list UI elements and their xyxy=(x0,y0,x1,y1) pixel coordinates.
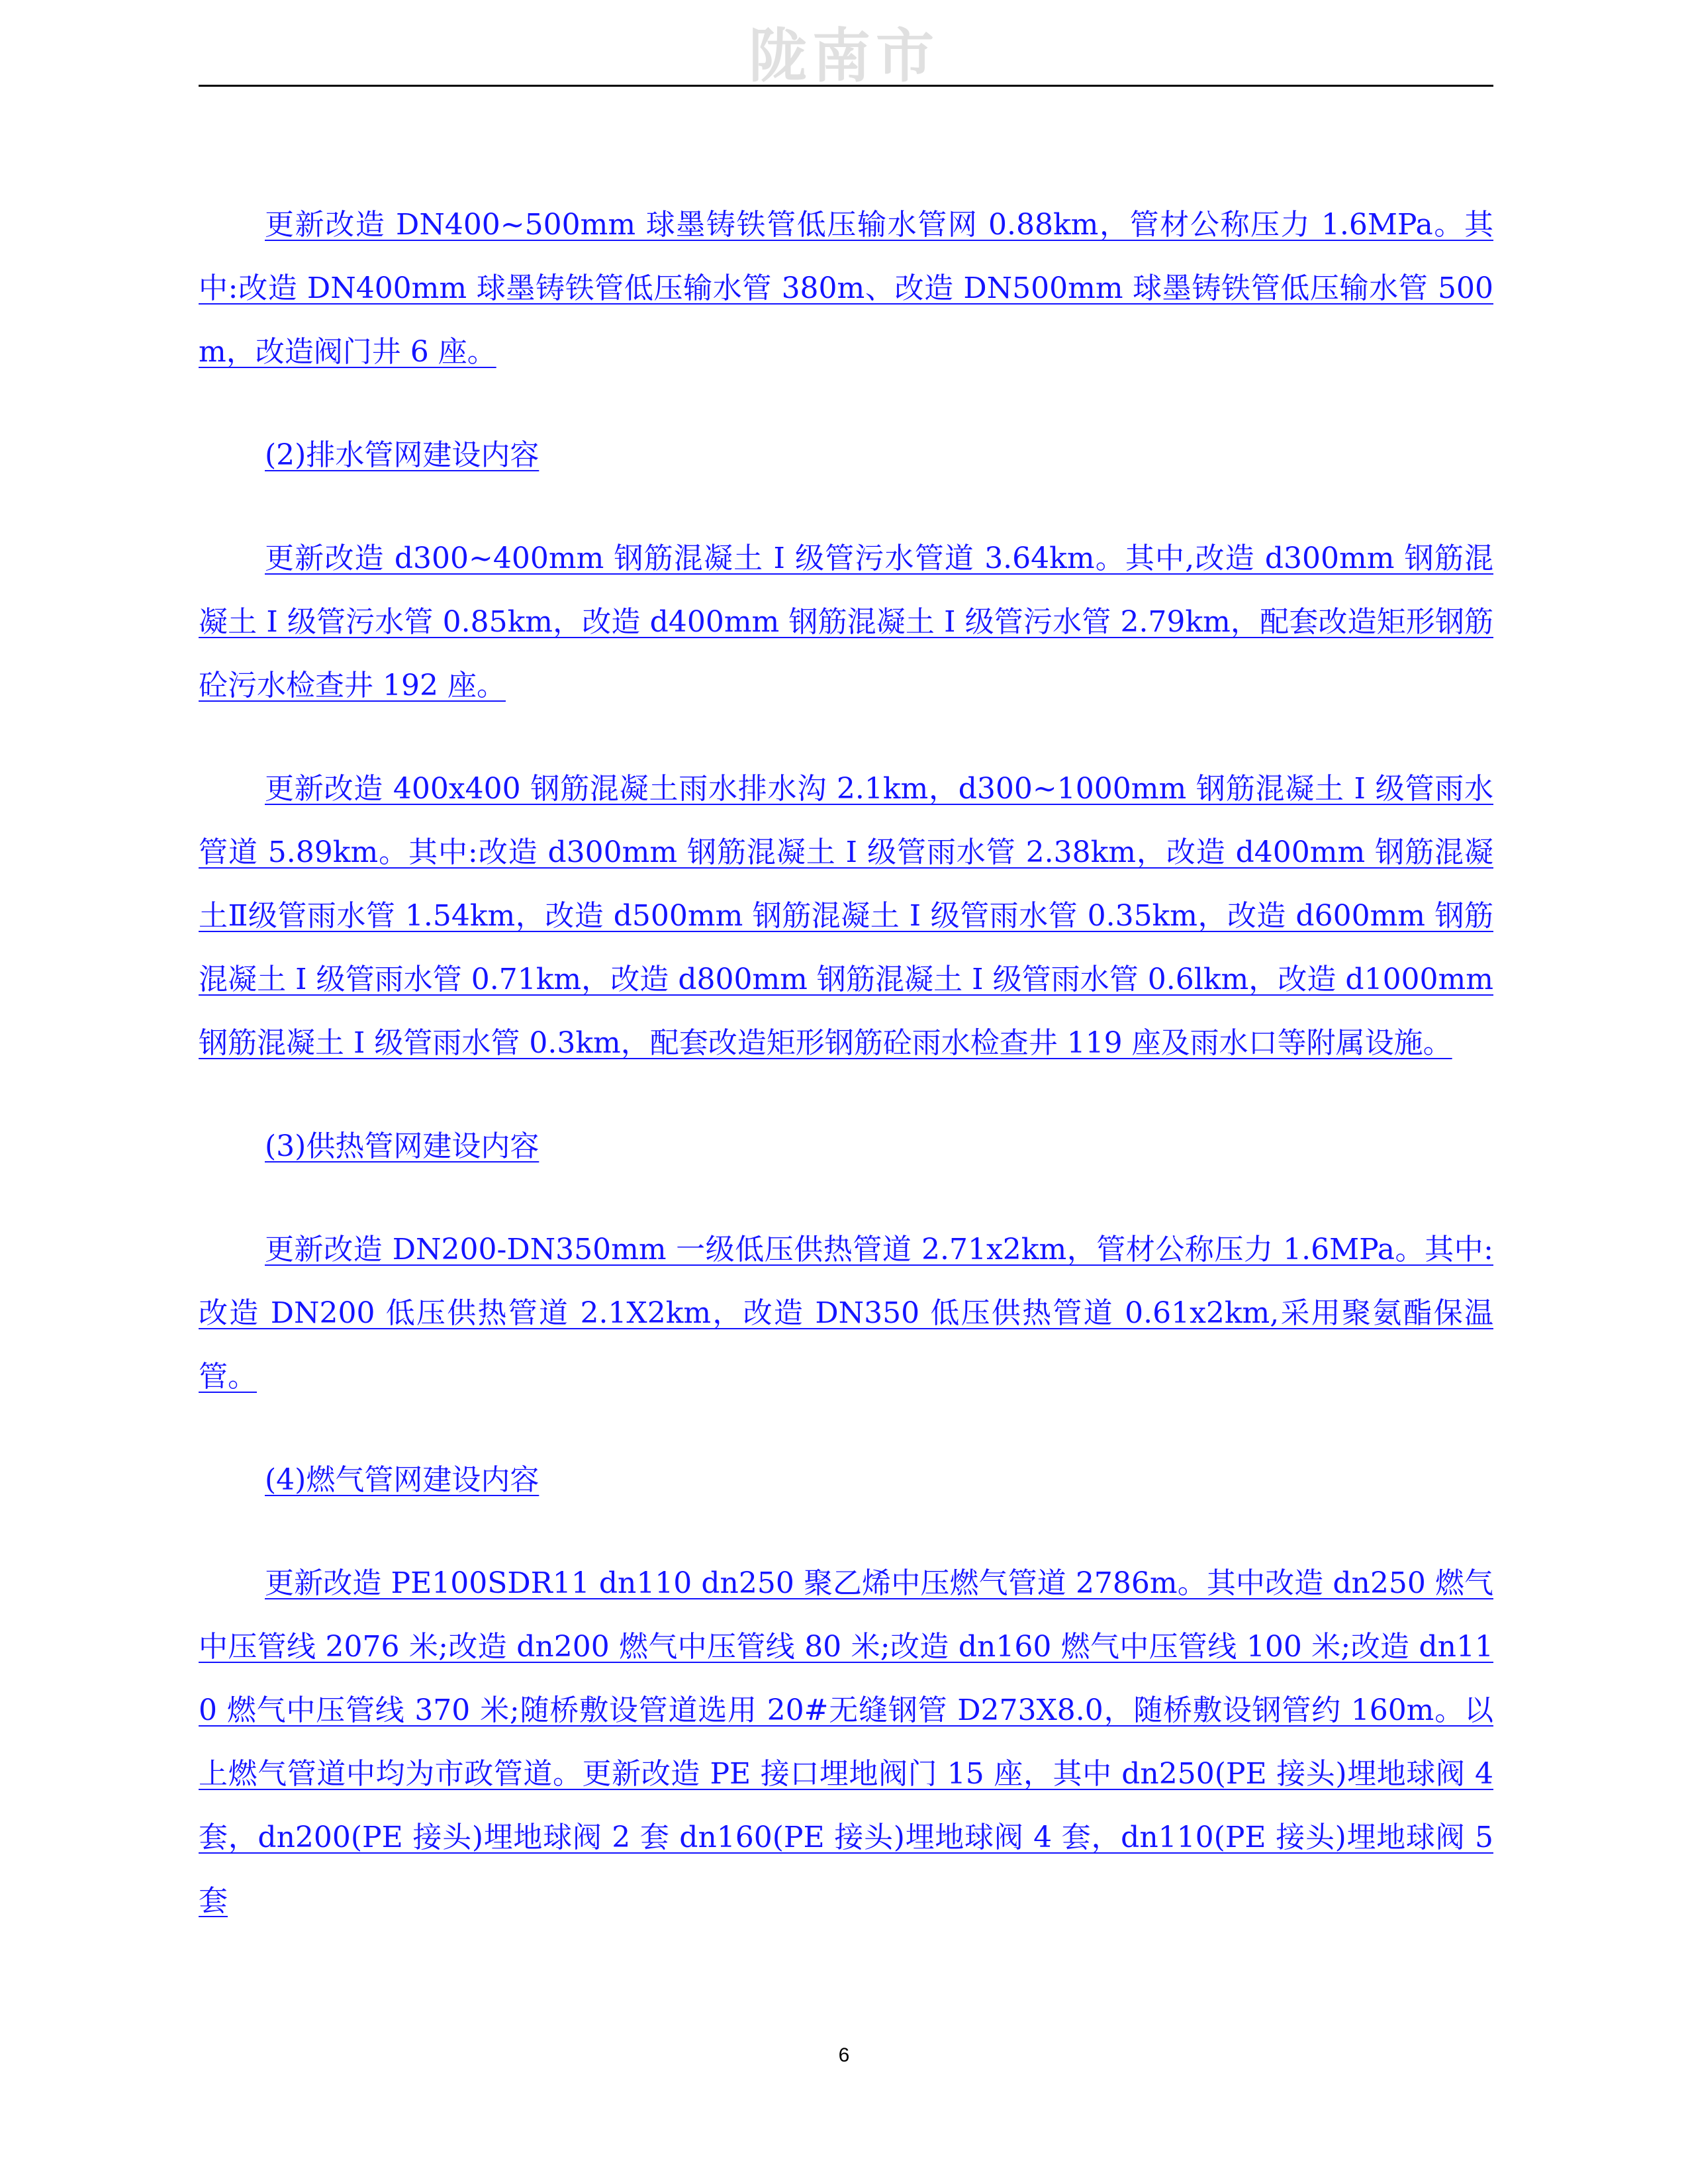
heading-text: (2)排水管网建设内容 xyxy=(265,438,539,472)
paragraph-text: 更新改造 DN200-DN350mm 一级低压供热管道 2.71x2km，管材公称压力 1.6MPa。其中:改造 DN200 低压供热管道 2.1X2km，改造 DN350 低压供热管道 0.61x2km,采用聚氨酯保温管。 xyxy=(199,1233,1493,1394)
header-divider xyxy=(199,85,1493,87)
paragraph-text: 更新改造 400x400 钢筋混凝土雨水排水沟 2.1km，d300~1000mm 钢筋混凝土 I 级管雨水管道 5.89km。其中:改造 d300mm 钢筋混凝土 I 级管雨水管 2.38km，改造 d400mm 钢筋混凝土Ⅱ级管雨水管 1.54km，改造 d500mm 钢筋混凝土 I 级管雨水管 0.35km，改造 d600mm 钢筋混凝土 I 级管雨水管 0.71km，改造 d800mm 钢筋混凝土 I 级管雨水管 0.6lkm，改造 d1000mm 钢筋混凝土 I 级管雨水管 0.3km，配套改造矩形钢筋砼雨水检查井 119 座及雨水口等附属设施。 xyxy=(199,772,1493,1060)
paragraph-heating xyxy=(199,1218,1493,1409)
paragraph-text: 更新改造 DN400~500mm 球墨铸铁管低压输水管网 0.88km，管材公称压力 1.6MPa。其中:改造 DN400mm 球墨铸铁管低压输水管 380m、改造 DN500mm 球墨铸铁管低压输水管 500m，改造阀门井 6 座。 xyxy=(199,208,1493,369)
document-body xyxy=(199,193,1493,1973)
paragraph-gas xyxy=(199,1552,1493,1933)
paragraph-text: 更新改造 d300~400mm 钢筋混凝土 I 级管污水管道 3.64km。其中,改造 d300mm 钢筋混凝土 I 级管污水管 0.85km，改造 d400mm 钢筋混凝土 I 级管污水管 2.79km，配套改造矩形钢筋砼污水检查井 192 座。 xyxy=(199,542,1493,702)
section-heading-drainage xyxy=(199,424,1493,487)
heading-text: (3)供热管网建设内容 xyxy=(265,1129,539,1163)
paragraph-water-supply xyxy=(199,193,1493,384)
section-heading-gas xyxy=(199,1448,1493,1512)
paragraph-rainwater xyxy=(199,757,1493,1075)
paragraph-sewage xyxy=(199,527,1493,718)
page-number: 6 xyxy=(838,2044,850,2066)
heading-text: (4)燃气管网建设内容 xyxy=(265,1463,539,1497)
header-watermark: 陇南市 xyxy=(748,21,939,90)
paragraph-text: 更新改造 PE100SDR11 dn110 dn250 聚乙烯中压燃气管道 2786m。其中改造 dn250 燃气中压管线 2076 米;改造 dn200 燃气中压管线 80 米;改造 dn160 燃气中压管线 100 米;改造 dn110 燃气中压管线 370 米;随桥敷设管道选用 20#无缝钢管 D273X8.0，随桥敷设钢管约 160m。以上燃气管道中均为市政管道。更新改造 PE 接口埋地阀门 15 座，其中 dn250(PE 接头)埋地球阀 4 套，dn200(PE 接头)埋地球阀 2 套 dn160(PE 接头)埋地球阀 4 套，dn110(PE 接头)埋地球阀 5 套 xyxy=(199,1566,1493,1918)
section-heading-heating xyxy=(199,1115,1493,1178)
